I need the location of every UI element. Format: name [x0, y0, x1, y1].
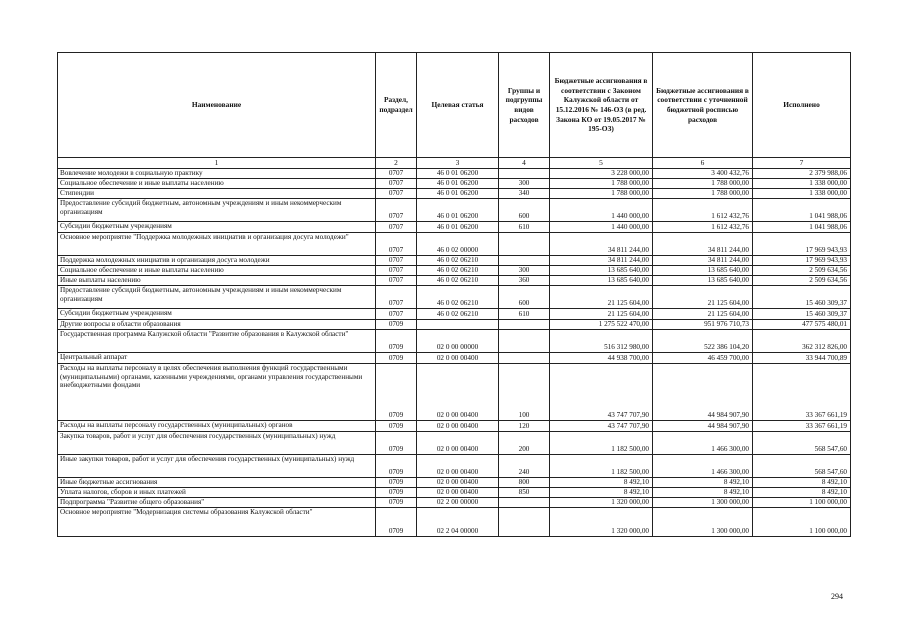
cell-executed: 568 547,60 — [753, 432, 851, 455]
table-row — [58, 169, 851, 179]
cell-section: 0707 — [376, 222, 417, 233]
header-expense-groups: Группы и подгруппы видов расходов — [499, 53, 550, 158]
cell-expense-group: 850 — [499, 488, 550, 498]
cell-law-allocation: 13 685 640,00 — [550, 266, 653, 276]
cell-executed: 15 460 309,37 — [753, 309, 851, 320]
cell-target-article — [417, 320, 499, 330]
cell-section: 0707 — [376, 189, 417, 199]
cell-section: 0707 — [376, 309, 417, 320]
cell-name: Основное мероприятие "Модернизация системы образования Калужской области" — [58, 508, 376, 537]
cell-revised-allocation: 1 612 432,76 — [653, 222, 753, 233]
table-row — [58, 222, 851, 233]
table-row — [58, 478, 851, 488]
table-row — [58, 498, 851, 508]
cell-target-article: 46 0 02 06210 — [417, 256, 499, 266]
cell-name: Расходы на выплаты персоналу государственных (муниципальных) органов — [58, 421, 376, 432]
cell-expense-group — [499, 256, 550, 266]
cell-target-article: 02 0 00 00400 — [417, 421, 499, 432]
table-row — [58, 353, 851, 364]
cell-revised-allocation: 1 788 000,00 — [653, 179, 753, 189]
column-number-row — [58, 158, 851, 169]
cell-executed: 17 969 943,93 — [753, 233, 851, 256]
cell-section: 0709 — [376, 478, 417, 488]
cell-executed: 17 969 943,93 — [753, 256, 851, 266]
cell-section: 0709 — [376, 330, 417, 353]
cell-target-article: 02 0 00 00400 — [417, 353, 499, 364]
column-number: 2 — [376, 158, 417, 169]
cell-expense-group — [499, 498, 550, 508]
cell-executed: 8 492,10 — [753, 488, 851, 498]
cell-name: Уплата налогов, сборов и иных платежей — [58, 488, 376, 498]
cell-executed: 1 338 000,00 — [753, 179, 851, 189]
cell-name: Предоставление субсидий бюджетным, автономным учреждениям и иным некоммерческим организациям — [58, 286, 376, 309]
cell-section: 0709 — [376, 488, 417, 498]
cell-expense-group — [499, 169, 550, 179]
table-body — [58, 169, 851, 537]
cell-target-article: 02 0 00 00400 — [417, 478, 499, 488]
cell-law-allocation: 34 811 244,00 — [550, 256, 653, 266]
header-target-article: Целевая статья — [417, 53, 499, 158]
cell-law-allocation: 1 275 522 470,00 — [550, 320, 653, 330]
cell-law-allocation: 1 440 000,00 — [550, 222, 653, 233]
cell-revised-allocation: 951 976 710,73 — [653, 320, 753, 330]
cell-revised-allocation: 1 788 000,00 — [653, 189, 753, 199]
cell-expense-group: 300 — [499, 179, 550, 189]
cell-law-allocation: 1 182 500,00 — [550, 455, 653, 478]
cell-revised-allocation: 522 386 104,20 — [653, 330, 753, 353]
cell-section: 0707 — [376, 179, 417, 189]
cell-target-article: 46 0 01 06200 — [417, 189, 499, 199]
cell-section: 0709 — [376, 432, 417, 455]
cell-expense-group — [499, 233, 550, 256]
budget-report-sheet — [57, 52, 850, 537]
cell-expense-group: 610 — [499, 222, 550, 233]
header-section: Раздел, подраздел — [376, 53, 417, 158]
cell-section: 0709 — [376, 508, 417, 537]
cell-section: 0707 — [376, 233, 417, 256]
cell-law-allocation: 8 492,10 — [550, 488, 653, 498]
column-number: 1 — [58, 158, 376, 169]
table-row — [58, 330, 851, 353]
cell-expense-group: 120 — [499, 421, 550, 432]
cell-target-article: 46 0 02 06210 — [417, 266, 499, 276]
cell-name: Подпрограмма "Развитие общего образования" — [58, 498, 376, 508]
cell-revised-allocation: 1 466 300,00 — [653, 455, 753, 478]
table-row — [58, 309, 851, 320]
cell-name: Вовлечение молодежи в социальную практику — [58, 169, 376, 179]
cell-executed: 2 509 634,56 — [753, 266, 851, 276]
cell-target-article: 46 0 02 06210 — [417, 309, 499, 320]
table-row — [58, 320, 851, 330]
table-row — [58, 455, 851, 478]
cell-expense-group: 300 — [499, 266, 550, 276]
cell-revised-allocation: 21 125 604,00 — [653, 286, 753, 309]
cell-section: 0709 — [376, 320, 417, 330]
cell-expense-group: 600 — [499, 199, 550, 222]
cell-law-allocation: 13 685 640,00 — [550, 276, 653, 286]
cell-target-article: 02 0 00 00400 — [417, 455, 499, 478]
cell-executed: 2 509 634,56 — [753, 276, 851, 286]
cell-name: Стипендии — [58, 189, 376, 199]
cell-executed: 1 041 988,06 — [753, 199, 851, 222]
table-row — [58, 286, 851, 309]
header-name: Наименование — [58, 53, 376, 158]
column-number: 7 — [753, 158, 851, 169]
column-number: 6 — [653, 158, 753, 169]
cell-section: 0707 — [376, 266, 417, 276]
cell-expense-group: 360 — [499, 276, 550, 286]
cell-law-allocation: 1 320 000,00 — [550, 508, 653, 537]
cell-target-article: 46 0 01 06200 — [417, 222, 499, 233]
cell-law-allocation: 3 228 000,00 — [550, 169, 653, 179]
table-row — [58, 508, 851, 537]
cell-target-article: 46 0 02 06210 — [417, 276, 499, 286]
cell-name: Субсидии бюджетным учреждениям — [58, 309, 376, 320]
column-number: 3 — [417, 158, 499, 169]
cell-target-article: 46 0 02 00000 — [417, 233, 499, 256]
table-row — [58, 199, 851, 222]
cell-section: 0709 — [376, 421, 417, 432]
cell-expense-group: 600 — [499, 286, 550, 309]
cell-name: Иные закупки товаров, работ и услуг для обеспечения государственных (муниципальных) нужд — [58, 455, 376, 478]
cell-expense-group — [499, 353, 550, 364]
budget-table — [57, 52, 851, 537]
cell-law-allocation: 1 182 500,00 — [550, 432, 653, 455]
cell-executed: 8 492,10 — [753, 478, 851, 488]
cell-name: Расходы на выплаты персоналу в целях обеспечения выполнения функций государственными (муниципальными) органами, казенными учреждениями, органами управления государственными внебюджетными фондами — [58, 364, 376, 421]
cell-target-article: 46 0 01 06200 — [417, 169, 499, 179]
cell-target-article: 46 0 01 06200 — [417, 199, 499, 222]
cell-law-allocation: 516 312 980,00 — [550, 330, 653, 353]
cell-revised-allocation: 1 612 432,76 — [653, 199, 753, 222]
cell-executed: 1 338 000,00 — [753, 189, 851, 199]
cell-name: Центральный аппарат — [58, 353, 376, 364]
cell-expense-group — [499, 320, 550, 330]
table-row — [58, 364, 851, 421]
cell-section: 0709 — [376, 455, 417, 478]
cell-executed: 568 547,60 — [753, 455, 851, 478]
cell-revised-allocation: 34 811 244,00 — [653, 233, 753, 256]
cell-revised-allocation: 46 459 700,00 — [653, 353, 753, 364]
cell-name: Иные бюджетные ассигнования — [58, 478, 376, 488]
cell-executed: 1 100 000,00 — [753, 508, 851, 537]
cell-expense-group: 100 — [499, 364, 550, 421]
cell-executed: 1 041 988,06 — [753, 222, 851, 233]
header-executed: Исполнено — [753, 53, 851, 158]
cell-law-allocation: 21 125 604,00 — [550, 309, 653, 320]
cell-name: Предоставление субсидий бюджетным, автономным учреждениям и иным некоммерческим организациям — [58, 199, 376, 222]
cell-name: Иные выплаты населению — [58, 276, 376, 286]
cell-executed: 2 379 988,06 — [753, 169, 851, 179]
cell-target-article: 02 2 04 00000 — [417, 508, 499, 537]
cell-executed: 477 575 480,01 — [753, 320, 851, 330]
cell-expense-group: 610 — [499, 309, 550, 320]
cell-revised-allocation: 1 300 000,00 — [653, 498, 753, 508]
table-row — [58, 189, 851, 199]
table-row — [58, 266, 851, 276]
cell-revised-allocation: 1 300 000,00 — [653, 508, 753, 537]
cell-target-article: 02 0 00 00400 — [417, 364, 499, 421]
cell-section: 0707 — [376, 286, 417, 309]
cell-law-allocation: 43 747 707,90 — [550, 421, 653, 432]
cell-revised-allocation: 44 984 907,90 — [653, 364, 753, 421]
cell-target-article: 02 0 00 00400 — [417, 432, 499, 455]
table-row — [58, 276, 851, 286]
header-revised-allocations: Бюджетные ассигнования в соответствии с уточненной бюджетной росписью расходов — [653, 53, 753, 158]
table-row — [58, 488, 851, 498]
cell-law-allocation: 43 747 707,90 — [550, 364, 653, 421]
cell-revised-allocation: 34 811 244,00 — [653, 256, 753, 266]
table-row — [58, 432, 851, 455]
cell-law-allocation: 1 320 000,00 — [550, 498, 653, 508]
cell-target-article: 46 0 01 06200 — [417, 179, 499, 189]
cell-target-article: 02 0 00 00000 — [417, 330, 499, 353]
cell-section: 0709 — [376, 353, 417, 364]
column-number: 4 — [499, 158, 550, 169]
cell-executed: 33 367 661,19 — [753, 421, 851, 432]
cell-executed: 33 367 661,19 — [753, 364, 851, 421]
cell-section: 0709 — [376, 364, 417, 421]
cell-law-allocation: 44 938 700,00 — [550, 353, 653, 364]
cell-revised-allocation: 13 685 640,00 — [653, 276, 753, 286]
cell-revised-allocation: 13 685 640,00 — [653, 266, 753, 276]
cell-section: 0707 — [376, 276, 417, 286]
cell-expense-group: 800 — [499, 478, 550, 488]
table-row — [58, 233, 851, 256]
cell-name: Закупка товаров, работ и услуг для обеспечения государственных (муниципальных) нужд — [58, 432, 376, 455]
cell-revised-allocation: 8 492,10 — [653, 478, 753, 488]
cell-name: Другие вопросы в области образования — [58, 320, 376, 330]
cell-section: 0707 — [376, 256, 417, 266]
cell-revised-allocation: 3 400 432,76 — [653, 169, 753, 179]
cell-target-article: 02 2 00 00000 — [417, 498, 499, 508]
cell-name: Социальное обеспечение и иные выплаты населению — [58, 266, 376, 276]
cell-section: 0707 — [376, 169, 417, 179]
cell-name: Поддержка молодежных инициатив и организация досуга молодежи — [58, 256, 376, 266]
cell-name: Субсидии бюджетным учреждениям — [58, 222, 376, 233]
cell-name: Социальное обеспечение и иные выплаты населению — [58, 179, 376, 189]
cell-executed: 15 460 309,37 — [753, 286, 851, 309]
cell-section: 0709 — [376, 498, 417, 508]
column-number: 5 — [550, 158, 653, 169]
cell-name: Основное мероприятие "Поддержка молодежных инициатив и организация досуга молодежи" — [58, 233, 376, 256]
table-row — [58, 179, 851, 189]
cell-expense-group: 240 — [499, 455, 550, 478]
cell-law-allocation: 1 440 000,00 — [550, 199, 653, 222]
cell-target-article: 02 0 00 00400 — [417, 488, 499, 498]
cell-expense-group — [499, 508, 550, 537]
header-law-allocations: Бюджетные ассигнования в соответствии с Законом Калужской области от 15.12.2016 № 146-ОЗ (в ред. Закона КО от 19.05.2017 № 195-ОЗ) — [550, 53, 653, 158]
cell-revised-allocation: 44 984 907,90 — [653, 421, 753, 432]
cell-executed: 362 312 826,00 — [753, 330, 851, 353]
cell-executed: 33 944 700,89 — [753, 353, 851, 364]
cell-executed: 1 100 000,00 — [753, 498, 851, 508]
cell-law-allocation: 1 788 000,00 — [550, 189, 653, 199]
cell-section: 0707 — [376, 199, 417, 222]
cell-law-allocation: 8 492,10 — [550, 478, 653, 488]
cell-expense-group — [499, 330, 550, 353]
table-row — [58, 256, 851, 266]
cell-law-allocation: 1 788 000,00 — [550, 179, 653, 189]
page-number: 294 — [831, 592, 843, 601]
cell-revised-allocation: 21 125 604,00 — [653, 309, 753, 320]
cell-name: Государственная программа Калужской области "Развитие образования в Калужской области" — [58, 330, 376, 353]
cell-law-allocation: 21 125 604,00 — [550, 286, 653, 309]
cell-target-article: 46 0 02 06210 — [417, 286, 499, 309]
cell-revised-allocation: 8 492,10 — [653, 488, 753, 498]
cell-law-allocation: 34 811 244,00 — [550, 233, 653, 256]
cell-expense-group: 340 — [499, 189, 550, 199]
cell-expense-group: 200 — [499, 432, 550, 455]
table-row — [58, 421, 851, 432]
cell-revised-allocation: 1 466 300,00 — [653, 432, 753, 455]
table-header-row — [58, 53, 851, 158]
